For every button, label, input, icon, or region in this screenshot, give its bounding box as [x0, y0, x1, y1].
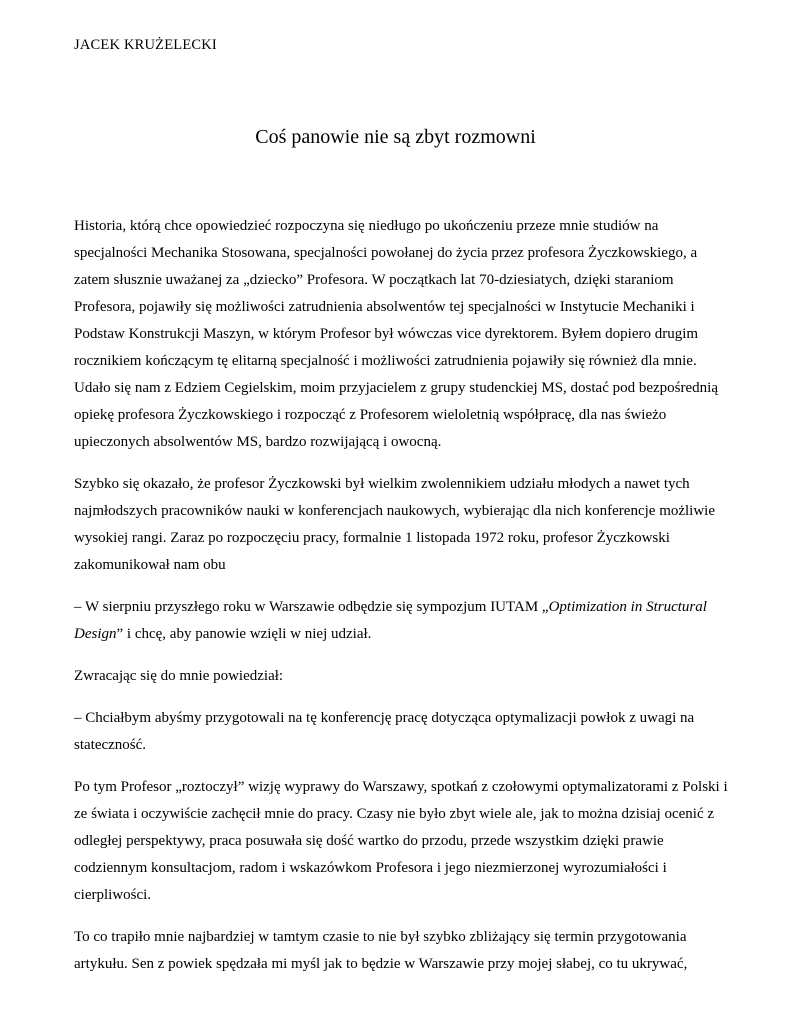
- quote-text: – W sierpniu przyszłego roku w Warszawie odbędzie się sympozjum IUTAM „: [74, 599, 549, 615]
- paragraph-1: [74, 213, 764, 456]
- text-line: wysokiej rangi. Zaraz po rozpoczęciu pracy, formalnie 1 listopada 1972 roku, profesor Życzkowski: [74, 530, 670, 546]
- text-line: codziennym konsultacjom, radom i wskazówkom Profesora i jego niezmierzonej wyrozumiałości i: [74, 860, 667, 876]
- text-line: upieczonych absolwentów MS, bardzo rozwijającą i owocną.: [74, 434, 442, 450]
- text-line: opiekę profesora Życzkowskiego i rozpocząć z Profesorem wieloletnią współpracę, dla nas świeżo: [74, 407, 667, 423]
- paragraph-3-quote: [74, 594, 764, 648]
- paragraph-4: [74, 663, 764, 690]
- text-line: Szybko się okazało, że profesor Życzkowski był wielkim zwolennikiem udziału młodych a nawet tych: [74, 476, 690, 492]
- paragraph-2: [74, 471, 764, 579]
- italic-title: Optimization in Structural: [548, 599, 707, 615]
- text-line: Po tym Profesor „roztoczył” wizję wyprawy do Warszawy, spotkań z czołowymi optymalizatorami z Polski i: [74, 779, 728, 795]
- text-line: artykułu. Sen z powiek spędzała mi myśl jak to będzie w Warszawie przy mojej słabej, co tu ukrywać,: [74, 956, 688, 972]
- text-line: Podstaw Konstrukcji Maszyn, w którym Profesor był wówczas vice dyrektorem. Byłem dopiero drugim: [74, 326, 699, 342]
- document-body: [74, 213, 764, 993]
- text-line: – Chciałbym abyśmy przygotowali na tę konferencję pracę dotycząca optymalizacji powłok z uwagi na: [74, 710, 695, 726]
- text-line: cierpliwości.: [74, 887, 152, 903]
- text-line: Historia, którą chce opowiedzieć rozpoczyna się niedługo po ukończeniu przeze mnie studiów na: [74, 218, 659, 234]
- page-title: Coś panowie nie są zbyt rozmowni: [255, 126, 536, 148]
- paragraph-7: [74, 924, 764, 978]
- quote-text: ” i chcę, aby panowie wzięli w niej udział.: [116, 626, 372, 642]
- text-line: zatem słusznie uważanej za „dziecko” Profesora. W początkach lat 70-dziesiatych, dzięki staraniom: [74, 272, 674, 288]
- text-line: odległej perspektywy, praca posuwała się dość wartko do przodu, przede wszystkim dzięki prawie: [74, 833, 664, 849]
- text-line: specjalności Mechanika Stosowana, specjalności powołanej do życia przez profesora Życzkowskiego, a: [74, 245, 698, 261]
- author-name: JACEK KRUŻELECKI: [74, 37, 217, 53]
- text-line: Zwracając się do mnie powiedział:: [74, 668, 284, 684]
- text-line: najmłodszych pracowników nauki w konferencjach naukowych, wybierając dla nich konferencje możliwie: [74, 503, 716, 519]
- text-line: rocznikiem kończącym tę elitarną specjalność i możliwości zatrudnienia pojawiły się również dla mnie.: [74, 353, 697, 369]
- text-line: stateczność.: [74, 737, 147, 753]
- paragraph-6: [74, 774, 764, 909]
- text-line: To co trapiło mnie najbardziej w tamtym czasie to nie był szybko zbliżający się termin przygotowania: [74, 929, 687, 945]
- paragraph-5: [74, 705, 764, 759]
- text-line: Profesora, pojawiły się możliwości zatrudnienia absolwentów tej specjalności w Instytucie Mechaniki i: [74, 299, 695, 315]
- text-line: zakomunikował nam obu: [74, 557, 226, 573]
- text-line: ze świata i oczywiście zachęcił mnie do pracy. Czasy nie było zbyt wiele ale, jak to można dzisiaj ocenić z: [74, 806, 715, 822]
- italic-title: Design: [74, 626, 117, 642]
- text-line: [74, 594, 764, 621]
- text-line: Udało się nam z Edziem Cegielskim, moim przyjacielem z grupy studenckiej MS, dostać pod bezpośrednią: [74, 380, 718, 396]
- text-line: [74, 621, 764, 648]
